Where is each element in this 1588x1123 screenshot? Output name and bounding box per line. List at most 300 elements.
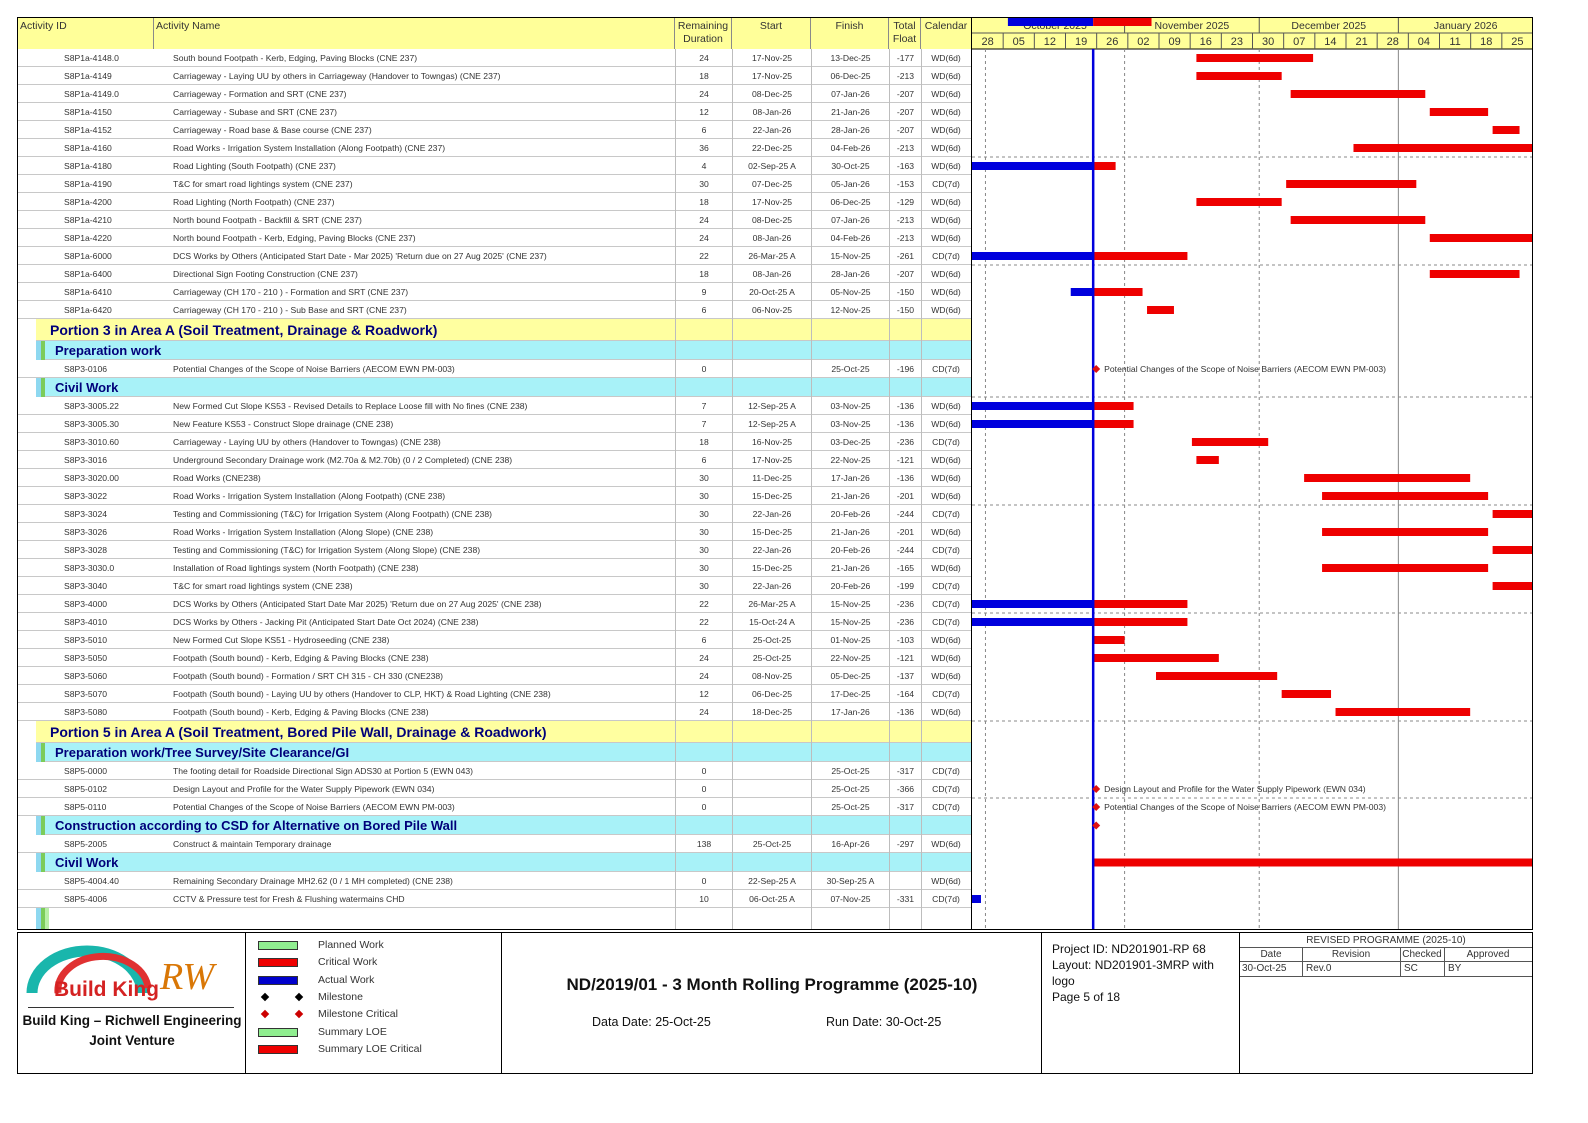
- activity-row[interactable]: [18, 211, 971, 229]
- activity-name: Testing and Commissioning (T&C) for Irrigation System (Along Slope) (CNE 238): [173, 545, 481, 555]
- activity-id: S8P5-4004.40: [64, 876, 119, 886]
- total-float: -121: [896, 455, 915, 465]
- rev-date: 30-Oct-25: [1242, 963, 1287, 974]
- calendar: CD(7d): [932, 581, 960, 591]
- wbs-group-header[interactable]: Preparation work: [45, 341, 971, 360]
- start-date: 22-Sep-25 A: [748, 876, 796, 886]
- finish-date: 03-Nov-25: [830, 419, 871, 429]
- remaining-duration: 7: [701, 419, 707, 429]
- calendar: CD(7d): [932, 437, 960, 447]
- finish-date: 05-Nov-25: [830, 287, 871, 297]
- activity-name: Potential Changes of the Scope of Noise Barriers (AECOM EWN PM-003): [173, 364, 455, 374]
- activity-id: S8P3-3016: [64, 455, 108, 465]
- start-date: 20-Oct-25 A: [749, 287, 795, 297]
- activity-id: S8P3-3024: [64, 509, 108, 519]
- calendar: WD(6d): [931, 419, 961, 429]
- remaining-duration: 24: [699, 707, 709, 717]
- activity-row[interactable]: [18, 649, 971, 667]
- activity-name: Road Lighting (North Footpath) (CNE 237): [173, 197, 335, 207]
- calendar: WD(6d): [931, 707, 961, 717]
- week-label: 28: [981, 36, 994, 48]
- remaining-duration: 24: [699, 53, 709, 63]
- finish-date: 17-Jan-26: [831, 707, 870, 717]
- calendar: WD(6d): [931, 161, 961, 171]
- legend-swatch: [258, 1045, 298, 1054]
- total-float: -236: [896, 437, 915, 447]
- finish-date: 28-Jan-26: [831, 125, 870, 135]
- remaining-duration: 24: [699, 89, 709, 99]
- total-float: -244: [896, 509, 915, 519]
- finish-date: 17-Dec-25: [830, 689, 871, 699]
- vline: [675, 49, 676, 929]
- activity-name: Testing and Commissioning (T&C) for Irrigation System (Along Footpath) (CNE 238): [173, 509, 493, 519]
- activity-id: S8P3-5060: [64, 671, 108, 681]
- start-date: 15-Dec-25: [751, 563, 793, 573]
- finish-date: 06-Dec-25: [830, 197, 871, 207]
- activity-name: Carriageway (CH 170 - 210 ) - Sub Base and SRT (CNE 237): [173, 305, 407, 315]
- activity-id: S8P5-4006: [64, 894, 108, 904]
- critical-work-bar: [1093, 654, 1219, 662]
- wbs-portion-header[interactable]: Portion 3 in Area A (Soil Treatment, Drainage & Roadwork): [36, 319, 971, 341]
- activity-row[interactable]: [18, 835, 971, 853]
- start-date: 15-Dec-25: [751, 491, 793, 501]
- remaining-duration: 30: [699, 491, 709, 501]
- rev-approved: BY: [1448, 963, 1462, 974]
- activity-name: Carriageway (CH 170 - 210 ) - Formation and SRT (CNE 237): [173, 287, 409, 297]
- finish-date: 07-Nov-25: [830, 894, 871, 904]
- total-float: -136: [896, 419, 915, 429]
- activity-row[interactable]: [18, 283, 971, 301]
- actual-work-bar: [972, 402, 1093, 410]
- finish-date: 20-Feb-26: [830, 509, 871, 519]
- activity-id: S8P5-0110: [64, 802, 107, 812]
- activity-name: New Formed Cut Slope KS51 - Hydroseeding (CNE 238): [173, 635, 390, 645]
- activity-row[interactable]: [18, 541, 971, 559]
- legend-label: Actual Work: [318, 973, 375, 986]
- activity-id: S8P3-5050: [64, 653, 108, 663]
- activity-name: Road Works - Irrigation System Installation (Along Footpath) (CNE 237): [173, 143, 446, 153]
- week-label: 19: [1074, 36, 1088, 48]
- calendar: WD(6d): [931, 305, 961, 315]
- critical-work-bar: [1430, 234, 1533, 242]
- start-date: 06-Dec-25: [751, 689, 793, 699]
- finish-date: 21-Jan-26: [831, 491, 870, 501]
- activity-id: S8P1a-6000: [64, 251, 112, 261]
- finish-date: 30-Sep-25 A: [826, 876, 875, 886]
- critical-work-bar: [1493, 510, 1533, 518]
- col-activity-id[interactable]: Activity ID: [18, 18, 154, 49]
- remaining-duration: 24: [699, 671, 709, 681]
- finish-date: 21-Jan-26: [831, 107, 870, 117]
- activity-row[interactable]: [18, 505, 971, 523]
- activity-row[interactable]: [18, 360, 971, 378]
- critical-work-bar: [1322, 564, 1488, 572]
- activity-row[interactable]: [18, 595, 971, 613]
- activity-row[interactable]: [18, 139, 971, 157]
- start-date: 26-Mar-25 A: [748, 251, 796, 261]
- run-date: Run Date: 30-Oct-25: [826, 1015, 942, 1029]
- total-float: -297: [896, 839, 915, 849]
- activity-id: S8P3-5080: [64, 707, 108, 717]
- finish-date: 30-Oct-25: [831, 161, 870, 171]
- activity-name: Installation of Road lightings system (North Footpath) (CNE 238): [173, 563, 419, 573]
- activity-name: Remaining Secondary Drainage MH2.62 (0 / 1 MH completed) (CNE 238): [173, 876, 453, 886]
- activity-id: S8P5-0102: [64, 784, 108, 794]
- activity-row[interactable]: [18, 397, 971, 415]
- activity-name: Carriageway - Subase and SRT (CNE 237): [173, 107, 337, 117]
- finish-date: 20-Feb-26: [830, 545, 871, 555]
- revision-cell: [1240, 933, 1532, 1073]
- finish-date: 20-Feb-26: [830, 581, 871, 591]
- total-float: -317: [896, 766, 915, 776]
- activity-row[interactable]: [18, 193, 971, 211]
- rev-revision: Rev.0: [1306, 963, 1332, 974]
- total-float: -207: [896, 269, 915, 279]
- activity-row[interactable]: [18, 559, 971, 577]
- activity-name: Carriageway - Road base & Base course (CNE 237): [173, 125, 372, 135]
- activity-name: T&C for smart road lightings system (CNE 237): [173, 179, 353, 189]
- calendar: CD(7d): [932, 599, 960, 609]
- remaining-duration: 0: [701, 876, 707, 886]
- week-label: 18: [1480, 36, 1493, 48]
- critical-work-bar: [1093, 420, 1133, 428]
- remaining-duration: 24: [699, 653, 709, 663]
- calendar: WD(6d): [931, 197, 961, 207]
- finish-date: 15-Nov-25: [830, 599, 871, 609]
- data-date: Data Date: 25-Oct-25: [592, 1015, 711, 1029]
- logo-line1: Build King – Richwell Engineering: [22, 1013, 242, 1028]
- remaining-duration: 22: [699, 251, 709, 261]
- legend-label: Summary LOE: [318, 1025, 387, 1038]
- total-float: -136: [896, 707, 915, 717]
- milestone-label: Design Layout and Profile for the Water Supply Pipework (EWN 034): [1104, 784, 1366, 794]
- week-label: 16: [1199, 36, 1212, 48]
- activity-row[interactable]: [18, 523, 971, 541]
- activity-name: Road Works - Irrigation System Installation (Along Slope) (CNE 238): [173, 527, 434, 537]
- remaining-duration: 0: [701, 364, 707, 374]
- activity-name: Road Works - Irrigation System Installation (Along Footpath) (CNE 238): [173, 491, 446, 501]
- activity-row[interactable]: [18, 685, 971, 703]
- activity-row[interactable]: [18, 613, 971, 631]
- total-float: -207: [896, 89, 915, 99]
- critical-work-bar: [1093, 636, 1124, 644]
- calendar: CD(7d): [932, 179, 960, 189]
- build-king-logo: [18, 943, 244, 1013]
- finish-date: 21-Jan-26: [831, 563, 870, 573]
- start-date: 08-Jan-26: [752, 269, 792, 279]
- month-label: December 2025: [1291, 20, 1367, 32]
- rev-line: [1240, 961, 1532, 962]
- activity-row[interactable]: [18, 121, 971, 139]
- col-activity-name[interactable]: Activity Name: [154, 18, 675, 49]
- critical-work-bar: [1093, 600, 1187, 608]
- critical-work-bar: [1430, 108, 1488, 116]
- activity-row[interactable]: [18, 103, 971, 121]
- critical-work-bar: [1093, 18, 1151, 26]
- calendar: WD(6d): [931, 71, 961, 81]
- activity-row[interactable]: [18, 175, 971, 193]
- calendar: CD(7d): [932, 766, 960, 776]
- activity-name: Underground Secondary Drainage work (M2.70a & M2.70b) (0 / 2 Completed) (CNE 238): [173, 455, 513, 465]
- activity-row[interactable]: [18, 229, 971, 247]
- activity-row[interactable]: [18, 49, 971, 67]
- remaining-duration: 0: [701, 766, 707, 776]
- activity-id: S8P1a-4210: [64, 215, 112, 225]
- remaining-duration: 36: [699, 143, 709, 153]
- col-start[interactable]: Start: [732, 18, 811, 49]
- start-date: 17-Nov-25: [751, 71, 793, 81]
- col-finish[interactable]: Finish: [811, 18, 889, 49]
- project-id: Project ID: ND201901-RP 68: [1052, 942, 1206, 956]
- actual-work-bar: [1008, 18, 1093, 26]
- legend-swatch: [258, 1028, 298, 1037]
- finish-date: 05-Dec-25: [830, 671, 871, 681]
- total-float: -213: [896, 143, 915, 153]
- calendar: CD(7d): [932, 802, 960, 812]
- start-date: 22-Jan-26: [752, 509, 792, 519]
- critical-work-bar: [1093, 288, 1142, 296]
- start-date: 02-Sep-25 A: [748, 161, 796, 171]
- col-total-float[interactable]: Total Float: [889, 18, 921, 49]
- total-float: -163: [896, 161, 915, 171]
- activity-row[interactable]: [18, 631, 971, 649]
- activity-id: S8P1a-6420: [64, 305, 112, 315]
- week-label: 23: [1230, 36, 1244, 48]
- calendar: WD(6d): [931, 143, 961, 153]
- activity-id: S8P1a-4149: [64, 71, 112, 81]
- activity-id: S8P3-3005.30: [64, 419, 119, 429]
- calendar: WD(6d): [931, 473, 961, 483]
- vline: [732, 49, 733, 929]
- total-float: -153: [896, 179, 915, 189]
- logo-divider: [28, 1007, 234, 1008]
- schedule-sheet: [17, 17, 1533, 930]
- total-float: -207: [896, 125, 915, 135]
- vline: [889, 49, 890, 929]
- calendar: WD(6d): [931, 563, 961, 573]
- calendar: WD(6d): [931, 876, 961, 886]
- critical-work-bar: [1336, 708, 1471, 716]
- activity-name: New Formed Cut Slope KS53 - Revised Details to Replace Loose fill with No fines (CNE 238): [173, 401, 528, 411]
- start-date: 12-Sep-25 A: [748, 401, 796, 411]
- activity-row[interactable]: [18, 487, 971, 505]
- wbs-group-header[interactable]: Preparation work/Tree Survey/Site Clearance/GI: [45, 743, 971, 762]
- calendar: CD(7d): [932, 894, 960, 904]
- legend: [246, 933, 502, 1073]
- remaining-duration: 30: [699, 527, 709, 537]
- legend-label: Critical Work: [318, 956, 378, 969]
- start-date: 25-Oct-25: [752, 653, 792, 663]
- activity-row[interactable]: [18, 433, 971, 451]
- start-date: 08-Dec-25: [751, 89, 793, 99]
- activity-name: Design Layout and Profile for the Water Supply Pipework (EWN 034): [173, 784, 435, 794]
- actual-work-bar: [972, 252, 1093, 260]
- activity-row[interactable]: [18, 265, 971, 283]
- col-calendar[interactable]: Calendar: [924, 20, 968, 32]
- rev-header-date: Date: [1260, 949, 1282, 960]
- critical-work-bar: [1304, 474, 1470, 482]
- activity-name: DCS Works by Others (Anticipated Start Date Mar 2025) 'Return due on 27 Aug 2025' (CNE 238): [173, 599, 542, 609]
- gantt-chart: [971, 18, 1533, 929]
- rev-line: [1240, 976, 1532, 977]
- activity-id: S8P1a-4149.0: [64, 89, 119, 99]
- wbs-group-header[interactable]: Civil Work: [45, 853, 971, 872]
- total-float: -150: [896, 287, 915, 297]
- start-date: 22-Dec-25: [751, 143, 793, 153]
- activity-row[interactable]: [18, 762, 971, 780]
- remaining-duration: 12: [699, 107, 709, 117]
- critical-work-bar: [1093, 618, 1187, 626]
- logo-brand1: Build King: [54, 978, 159, 1001]
- remaining-duration: 10: [699, 894, 709, 904]
- remaining-duration: 18: [699, 269, 709, 279]
- finish-date: 13-Dec-25: [830, 53, 871, 63]
- activity-name: New Feature KS53 - Construct Slope drainage (CNE 238): [173, 419, 394, 429]
- critical-work-bar: [1093, 402, 1133, 410]
- activity-id: S8P1a-4190: [64, 179, 112, 189]
- activity-row[interactable]: [18, 469, 971, 487]
- finish-date: 04-Feb-26: [830, 143, 871, 153]
- finish-date: 25-Oct-25: [831, 784, 870, 794]
- week-label: 04: [1417, 36, 1431, 48]
- wbs-portion-header[interactable]: Portion 5 in Area A (Soil Treatment, Bored Pile Wall, Drainage & Roadwork): [36, 721, 971, 743]
- calendar: WD(6d): [931, 89, 961, 99]
- activity-name: DCS Works by Others - Jacking Pit (Anticipated Start Date Oct 2024) (CNE 238): [173, 617, 479, 627]
- activity-row[interactable]: [18, 85, 971, 103]
- activity-row[interactable]: [18, 890, 971, 908]
- week-label: 05: [1012, 36, 1025, 48]
- activity-row[interactable]: [18, 577, 971, 595]
- actual-work-bar: [972, 895, 981, 903]
- activity-name: CCTV & Pressure test for Fresh & Flushing watermains CHD: [173, 894, 405, 904]
- activity-name: DCS Works by Others (Anticipated Start Date - Mar 2025) 'Return due on 27 Aug 2025' (CNE 237): [173, 251, 547, 261]
- calendar: WD(6d): [931, 269, 961, 279]
- legend-label: Summary LOE Critical: [318, 1042, 422, 1055]
- finish-date: 07-Jan-26: [831, 215, 870, 225]
- wbs-group-header[interactable]: Construction according to CSD for Alternative on Bored Pile Wall: [45, 816, 971, 835]
- week-label: 21: [1355, 36, 1368, 48]
- total-float: -317: [896, 802, 915, 812]
- total-float: -244: [896, 545, 915, 555]
- week-label: 11: [1449, 36, 1461, 48]
- activity-name: Footpath (South bound) - Kerb, Edging & Paving Blocks (CNE 238): [173, 707, 429, 717]
- activity-id: S8P3-3005.22: [64, 401, 119, 411]
- activity-row[interactable]: [18, 451, 971, 469]
- total-float: -165: [896, 563, 915, 573]
- calendar: WD(6d): [931, 839, 961, 849]
- total-float: -236: [896, 617, 915, 627]
- total-float: -366: [896, 784, 915, 794]
- critical-work-bar: [1156, 672, 1277, 680]
- calendar: CD(7d): [932, 509, 960, 519]
- activity-name: North bound Footpath - Kerb, Edging, Paving Blocks (CNE 237): [173, 233, 416, 243]
- critical-work-bar: [1493, 546, 1533, 554]
- activity-row[interactable]: [18, 247, 971, 265]
- start-date: 17-Nov-25: [751, 53, 793, 63]
- calendar: WD(6d): [931, 527, 961, 537]
- critical-work-bar: [1147, 306, 1174, 314]
- legend-swatch: [258, 976, 298, 985]
- calendar: WD(6d): [931, 287, 961, 297]
- critical-work-bar: [1291, 216, 1426, 224]
- actual-work-bar: [1071, 288, 1093, 296]
- calendar: CD(7d): [932, 617, 960, 627]
- legend-swatch: [258, 958, 298, 967]
- finish-date: 03-Nov-25: [830, 401, 871, 411]
- activity-row[interactable]: [18, 703, 971, 721]
- total-float: -121: [896, 653, 915, 663]
- activity-id: S8P3-3028: [64, 545, 108, 555]
- activity-row[interactable]: [18, 157, 971, 175]
- activity-row[interactable]: [18, 780, 971, 798]
- critical-work-bar: [1192, 438, 1268, 446]
- activity-id: S8P1a-4200: [64, 197, 112, 207]
- total-float: -331: [896, 894, 915, 904]
- activity-row[interactable]: [18, 301, 971, 319]
- actual-work-bar: [972, 618, 1093, 626]
- activity-name: T&C for smart road lightings system (CNE 238): [173, 581, 353, 591]
- finish-date: 21-Jan-26: [831, 527, 870, 537]
- activity-row[interactable]: [18, 415, 971, 433]
- start-date: 15-Dec-25: [751, 527, 793, 537]
- critical-work-bar: [1093, 252, 1187, 260]
- week-label: 28: [1386, 36, 1399, 48]
- activity-row[interactable]: [18, 67, 971, 85]
- table-header: [18, 18, 971, 50]
- activity-id: S8P3-3030.0: [64, 563, 115, 573]
- total-float: -201: [896, 527, 915, 537]
- activity-row[interactable]: [18, 798, 971, 816]
- activity-id: S8P1a-4150: [64, 107, 112, 117]
- critical-work-bar: [1093, 162, 1115, 170]
- start-date: 11-Dec-25: [752, 473, 792, 483]
- finish-date: 03-Dec-25: [830, 437, 871, 447]
- activity-id: S8P3-5010: [64, 635, 108, 645]
- activity-name: Road Lighting (South Footpath) (CNE 237): [173, 161, 336, 171]
- wbs-group-header[interactable]: Civil Work: [45, 378, 971, 397]
- activity-id: S8P3-3022: [64, 491, 108, 501]
- calendar: WD(6d): [931, 671, 961, 681]
- critical-work-bar: [1286, 180, 1416, 188]
- actual-work-bar: [972, 162, 1093, 170]
- start-date: 26-Mar-25 A: [748, 599, 796, 609]
- title-cell: [502, 933, 1042, 1073]
- activity-row[interactable]: [18, 667, 971, 685]
- calendar: WD(6d): [931, 653, 961, 663]
- week-label: 12: [1043, 36, 1057, 48]
- week-label: 26: [1106, 36, 1119, 48]
- calendar: WD(6d): [931, 401, 961, 411]
- remaining-duration: 0: [701, 802, 707, 812]
- start-date: 15-Oct-24 A: [749, 617, 795, 627]
- critical-work-bar: [1493, 582, 1533, 590]
- rev-header-checked: Checked: [1402, 949, 1442, 960]
- remaining-duration: 18: [699, 71, 709, 81]
- activity-row[interactable]: [18, 872, 971, 890]
- finish-date: 17-Jan-26: [831, 473, 870, 483]
- activity-name: Footpath (South bound) - Kerb, Edging & Paving Blocks (CNE 238): [173, 653, 429, 663]
- finish-date: 28-Jan-26: [831, 269, 870, 279]
- legend-swatch: [258, 941, 298, 950]
- calendar: WD(6d): [931, 107, 961, 117]
- logo-line2: Joint Venture: [89, 1033, 175, 1048]
- finish-date: 01-Nov-25: [830, 635, 871, 645]
- activity-id: S8P1a-6400: [64, 269, 112, 279]
- col-remaining-duration[interactable]: Remaining Duration: [675, 18, 732, 49]
- total-float: -150: [896, 305, 915, 315]
- start-date: 06-Nov-25: [751, 305, 793, 315]
- critical-work-bar: [1322, 528, 1488, 536]
